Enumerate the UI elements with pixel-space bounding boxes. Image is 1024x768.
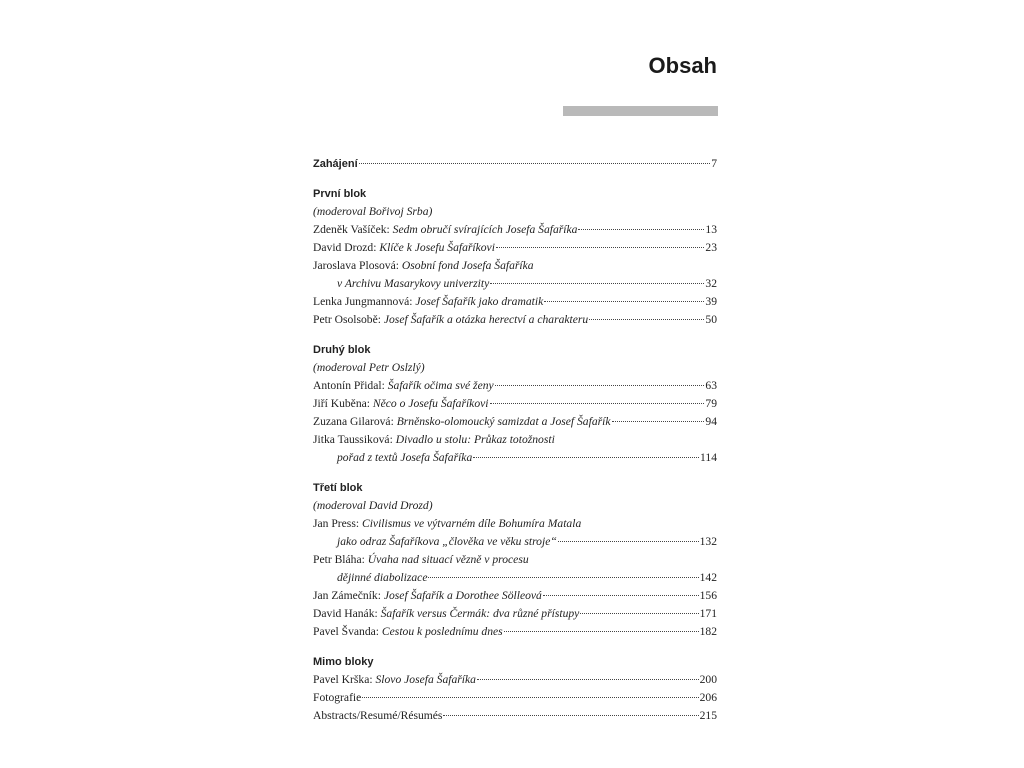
entry-author: Zuzana Gilarová — [313, 415, 391, 428]
toc-leader — [428, 571, 698, 578]
entry-title-continued: v Archivu Masarykovy univerzity — [337, 277, 490, 290]
entry-label — [313, 257, 534, 275]
entry-label — [313, 311, 588, 329]
toc-section — [313, 641, 717, 725]
toc-entry — [313, 587, 717, 605]
toc-page-number: 7 — [711, 157, 717, 170]
toc-leader — [443, 709, 698, 716]
entry-title: Josef Šafařík a Dorothee Sölleová — [383, 589, 542, 602]
toc-entry — [313, 221, 717, 239]
toc-leader — [359, 157, 711, 164]
toc-entry-continuation — [313, 533, 717, 551]
toc-leader — [362, 691, 698, 698]
toc-leader — [504, 625, 699, 632]
entry-title: Cestou k poslednímu dnes — [381, 625, 503, 638]
section-heading: Mimo bloky — [313, 656, 374, 668]
entry-title: Josef Šafařík a otázka herectví a charakteru — [383, 313, 589, 326]
toc-leader — [473, 451, 699, 458]
toc-entry-continuation — [313, 449, 717, 467]
toc-page-number: 215 — [699, 709, 717, 722]
section-gap — [313, 329, 717, 341]
page-title: Obsah — [648, 53, 717, 78]
entry-separator: : — [377, 589, 384, 602]
entry-label — [313, 587, 542, 605]
toc-leader — [580, 607, 698, 614]
entry-separator: : — [377, 313, 384, 326]
toc-leader — [578, 223, 704, 230]
toc-entry — [313, 377, 717, 395]
entry-title: Josef Šafařík jako dramatik — [415, 295, 544, 308]
section-heading: První blok — [313, 188, 367, 200]
toc-entry — [313, 551, 717, 569]
entry-separator: : — [366, 397, 373, 410]
toc-leader — [589, 313, 704, 320]
entry-title: Sedm obručí svírajících Josefa Šafaříka — [392, 223, 578, 236]
entry-label — [313, 551, 529, 569]
toc-entry-continuation — [313, 569, 717, 587]
entry-separator: : — [395, 259, 402, 272]
entry-title: Klíče k Josefu Šafaříkovi — [379, 241, 495, 254]
toc-page-number: 114 — [700, 451, 717, 464]
toc-page-number: 156 — [699, 589, 717, 602]
toc-entry — [313, 707, 717, 725]
toc-leader — [490, 397, 705, 404]
entry-label: Abstracts/Resumé/Résumés — [313, 709, 443, 722]
entry-author: Pavel Švanda — [313, 625, 376, 638]
entry-separator: : — [355, 517, 362, 530]
title-underline-bar — [563, 106, 718, 116]
entry-author: Lenka Jungmannová — [313, 295, 410, 308]
entry-separator: : — [361, 553, 368, 566]
toc-page-number: 132 — [699, 535, 717, 548]
entry-title: Slovo Josefa Šafaříka — [375, 673, 476, 686]
entry-author: Jan Zámečník — [313, 589, 378, 602]
entry-separator: : — [375, 625, 382, 638]
entry-author: David Hanák — [313, 607, 375, 620]
entry-separator: : — [389, 433, 396, 446]
toc-entry — [313, 623, 717, 641]
toc-leader — [558, 535, 699, 542]
toc-section — [313, 329, 717, 467]
section-gap — [313, 641, 717, 653]
toc-page-number: 13 — [705, 223, 717, 236]
toc-page-number: 200 — [699, 673, 717, 686]
toc-page-number: 94 — [705, 415, 717, 428]
toc-page-number: 23 — [705, 241, 717, 254]
section-gap — [313, 173, 717, 185]
toc-section — [313, 467, 717, 641]
section-moderator: (moderoval Bořivoj Srba) — [313, 205, 433, 218]
entry-separator: : — [409, 295, 416, 308]
toc-entry — [313, 395, 717, 413]
entry-title: Úvaha nad situací vězně v procesu — [367, 553, 529, 566]
toc-page-number: 79 — [705, 397, 717, 410]
toc-page-number: 39 — [705, 295, 717, 308]
toc-leader — [544, 295, 704, 302]
toc-entry — [313, 293, 717, 311]
toc-entry — [313, 515, 717, 533]
table-of-contents — [313, 155, 717, 725]
section-heading: Druhý blok — [313, 344, 371, 356]
entry-label — [313, 413, 611, 431]
entry-label — [313, 431, 555, 449]
entry-author: Jiří Kuběna — [313, 397, 367, 410]
toc-page-number: 32 — [705, 277, 717, 290]
section-moderator: (moderoval Petr Oslzlý) — [313, 361, 425, 374]
toc-entry — [313, 689, 717, 707]
entry-author: Petr Bláha — [313, 553, 362, 566]
entry-label — [313, 293, 543, 311]
entry-title: Divadlo u stolu: Průkaz totožnosti — [395, 433, 555, 446]
toc-page-number: 142 — [699, 571, 717, 584]
entry-label — [313, 671, 476, 689]
toc-leader — [490, 277, 704, 284]
entry-separator: : — [373, 241, 380, 254]
entry-label — [313, 395, 489, 413]
section-gap — [313, 467, 717, 479]
entry-author: Pavel Krška — [313, 673, 370, 686]
entry-title: Šafařík versus Čermák: dva různé přístupy — [380, 607, 580, 620]
entry-author: Jitka Taussiková — [313, 433, 390, 446]
section-heading: Třetí blok — [313, 482, 363, 494]
toc-leader — [496, 241, 704, 248]
toc-section — [313, 173, 717, 329]
entry-author: Zdeněk Vašíček — [313, 223, 387, 236]
entry-separator: : — [390, 415, 397, 428]
entry-author: Antonín Přidal — [313, 379, 382, 392]
entry-author: David Drozd — [313, 241, 374, 254]
entry-title: Brněnsko-olomoucký samizdat a Josef Šafařík — [396, 415, 611, 428]
toc-page-number: 50 — [705, 313, 717, 326]
entry-author: Jan Press — [313, 517, 356, 530]
toc-page-number: 171 — [699, 607, 717, 620]
entry-label — [313, 623, 503, 641]
toc-leader — [495, 379, 705, 386]
entry-author: Petr Osolsobě — [313, 313, 378, 326]
section-moderator: (moderoval David Drozd) — [313, 499, 433, 512]
entry-separator: : — [381, 379, 388, 392]
toc-entry — [313, 671, 717, 689]
toc-entry — [313, 257, 717, 275]
entry-separator: : — [386, 223, 393, 236]
toc-intro — [313, 155, 717, 173]
entry-title: Civilismus ve výtvarném díle Bohumíra Matala — [361, 517, 582, 530]
entry-title: Osobní fond Josefa Šafaříka — [401, 259, 534, 272]
entry-separator: : — [374, 607, 381, 620]
entry-title: Šafařík očima své ženy — [387, 379, 494, 392]
entry-label: Fotografie — [313, 691, 362, 704]
toc-entry — [313, 311, 717, 329]
toc-page-number: 63 — [705, 379, 717, 392]
entry-label — [313, 377, 494, 395]
toc-page-number: 206 — [699, 691, 717, 704]
entry-label — [313, 221, 577, 239]
entry-label — [313, 515, 581, 533]
toc-leader — [543, 589, 699, 596]
toc-page-number: 182 — [699, 625, 717, 638]
toc-entry — [313, 239, 717, 257]
toc-intro-label: Zahájení — [313, 158, 358, 170]
entry-separator: : — [369, 673, 376, 686]
entry-title: Něco o Josefu Šafaříkovi — [372, 397, 489, 410]
toc-entry-continuation — [313, 275, 717, 293]
toc-leader — [612, 415, 705, 422]
entry-title-continued: jako odraz Šafaříkova „člověka ve věku stroje“ — [337, 535, 557, 548]
toc-entry — [313, 431, 717, 449]
toc-entry — [313, 605, 717, 623]
entry-title-continued: dějinné diabolizace — [337, 571, 428, 584]
entry-label — [313, 605, 579, 623]
toc-leader — [477, 673, 699, 680]
entry-title-continued: pořad z textů Josefa Šafaříka — [337, 451, 473, 464]
entry-label — [313, 239, 495, 257]
toc-entry — [313, 413, 717, 431]
entry-author: Jaroslava Plosová — [313, 259, 396, 272]
